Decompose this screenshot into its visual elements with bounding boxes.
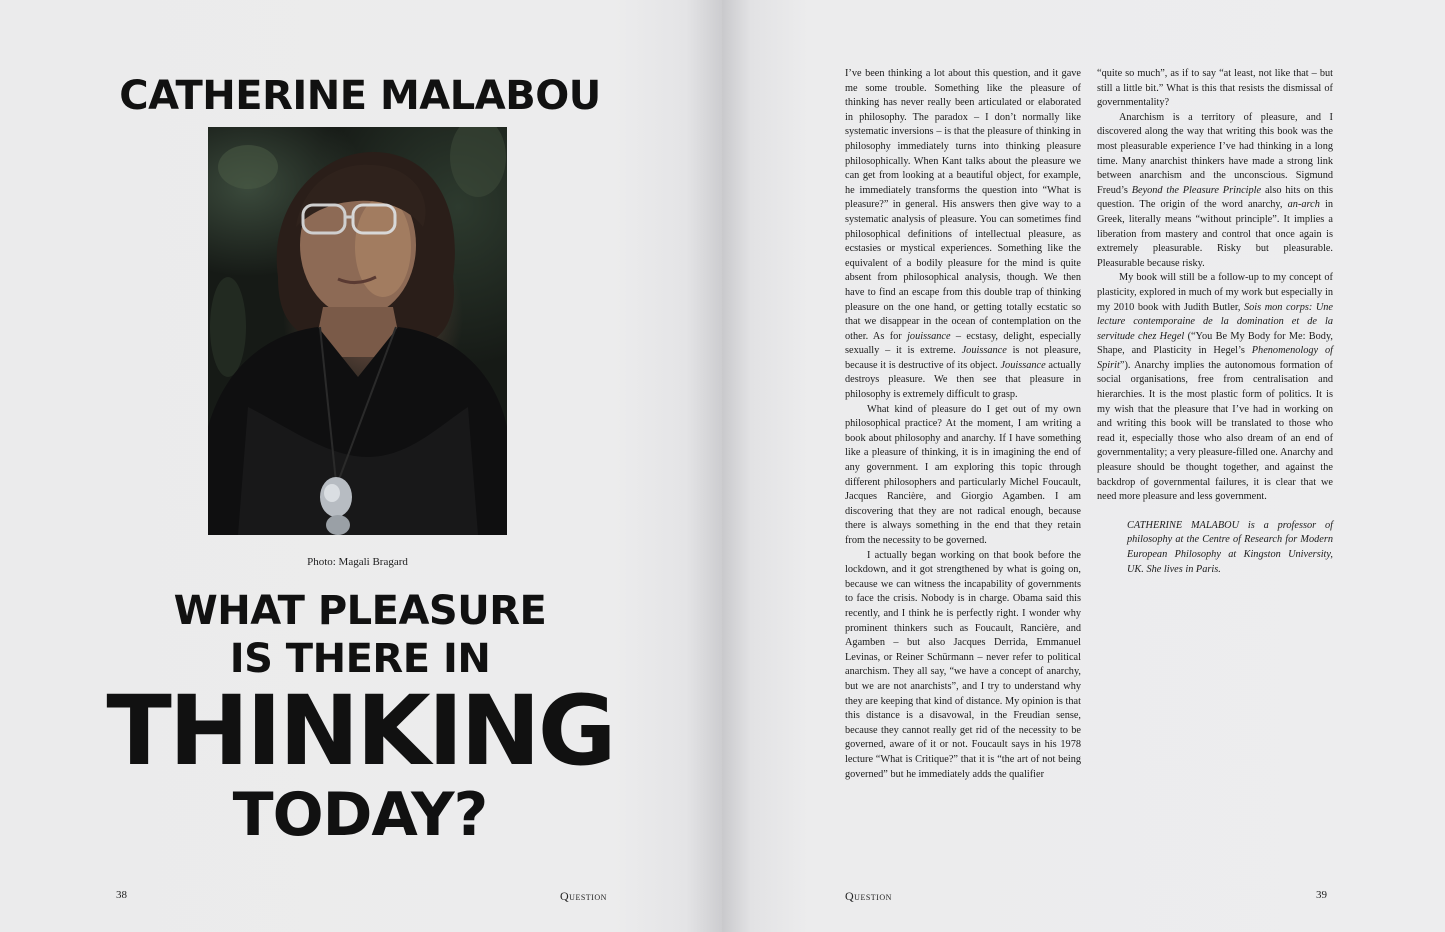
author-portrait-photo: [208, 127, 507, 535]
text-column-2: [1097, 67, 1333, 577]
page-number-left: 38: [116, 889, 127, 901]
body-paragraph: Anarchism is a territory of pleasure, and I discovered along the way that writing this book was the most pleasurable experience I’ve had thinking in a long time. Many anarchist thinkers have made a strong link between anarchism and the unconscious. Sigmund Freud’s Beyond the Pleasure Principle also hits on this question. The origin of the word anarchy, an-arch in Greek, literally means “without principle”. It implies a liberation from mastery and control that once again is extremely pleasurable. Risky but pleasurable. Pleasurable because risky.: [1097, 111, 1334, 269]
body-paragraph: What kind of pleasure do I get out of my own philosophical practice? At the moment, I am writing a book about philosophy and anarchy. If I have something like a pleasure of thinking, it is in imagining the end of any government. I am exploring this topic through different philosophers and particularly Michel Foucault, Jacques Rancière, and Giorgio Agamben. I am discovering that they are not radical enough, because there is always something in the end that they retain from the necessity to be governed.: [845, 403, 1081, 546]
running-footer-left: Question: [560, 889, 607, 903]
headline-line-3: THINKING: [106, 675, 614, 787]
left-page: [0, 0, 722, 932]
portrait-illustration: [208, 127, 507, 535]
photo-caption: Photo: Magali Bragard: [307, 556, 408, 568]
page-number-right: 39: [1316, 889, 1327, 901]
right-page: [722, 0, 1445, 932]
running-footer-right: Question: [845, 889, 892, 903]
body-paragraph: My book will still be a follow-up to my concept of plasticity, explored in much of my work but especially in my 2010 book with Judith Butler, Sois mon corps: Une lecture contemporaine de la domination et de la servitude chez Hegel (“You Be My Body for Me: Body, Shape, and Plasticity in Hegel’s Phenomenology of Spirit”). Anarchy implies the autonomous formation of social organisations, free from centralisation and hierarchies. It is the most plastic form of politics. It is my wish that the pleasure that I’ve had in working on and writing this book will be translated to those who read it, especially those who also dream of an end of governmentality; a very pleasure-filled one. Anarchy and pleasure should be thought together, and against the backdrop of governmental failures, it is clear that we need more pleasure and less government.: [1097, 272, 1333, 503]
body-paragraph: “quite so much”, as if to say “at least, not like that – but still a little bit.” What is this that resists the dismissal of governmentality?: [1097, 68, 1333, 109]
text-column-1: [845, 67, 1081, 867]
headline-line-4: TODAY?: [232, 780, 488, 850]
body-paragraph: I actually began working on that book before the lockdown, and it got strengthened by what is going on, because we can witness the incapability of governments to face the crisis. Nobody is in charge. Obama said this recently, and I think he is perfectly right. I wonder why prominent thinkers such as Foucault, Rancière, and Agamben – but also Jacques Derrida, Emmanuel Levinas, or Reiner Schürmann – never refer to political anarchism. They all say, “we have a concept of anarchy, but we are not anarchists”, and I try to understand why they are keeping that kind of distance. My opinion is that this distance is a disavowal, in the Freudian sense, because they cannot really get rid of the necessity to be governed, aware of it or not. Foucault says in his 1978 lecture “What is Critique?” that it is “the art of not being governed” but he immediately adds the qualifier: [845, 549, 1081, 780]
headline-line-1: WHAT PLEASURE: [173, 588, 547, 634]
author-name-heading: CATHERINE MALABOU: [119, 73, 601, 119]
body-paragraph: I’ve been thinking a lot about this question, and it gave me some trouble. Something like the pleasure of thinking has never really been articulated or elaborated in philosophy. The paradox – I don’t normally like systematic inversions – is that the pleasure of thinking in philosophy immediately turns into thinking pleasure philosophically. When Kant talks about the pleasure we can get from looking at a beautiful object, for example, he immediately transforms the question into “What is pleasure?” in general. His answers then give way to a systematic analysis of pleasure. You can sometimes find philosophical definitions of intellectual pleasure, as ecstasies or mystical experiences. Something like the equivalent of a bodily pleasure for the mind is quite absent from philosophical analysis, though. We then have to find an escape from this double trap of thinking pleasure on the one hand, or getting totally ecstatic so that we disappear in the ocean of contemplation on the other. As for jouissance – ecstasy, delight, especially sexually – it is extreme. Jouissance is not pleasure, because it is destructive of its object. Jouissance actually destroys pleasure. We then see that pleasure in philosophy is extremely difficult to grasp.: [845, 68, 1081, 401]
headline-line-2: IS THERE IN: [229, 636, 491, 682]
author-bio: CATHERINE MALABOU is a professor of philosophy at the Centre of Research for Modern European Philosophy at Kingston University, UK. She lives in Paris.: [1127, 519, 1333, 575]
